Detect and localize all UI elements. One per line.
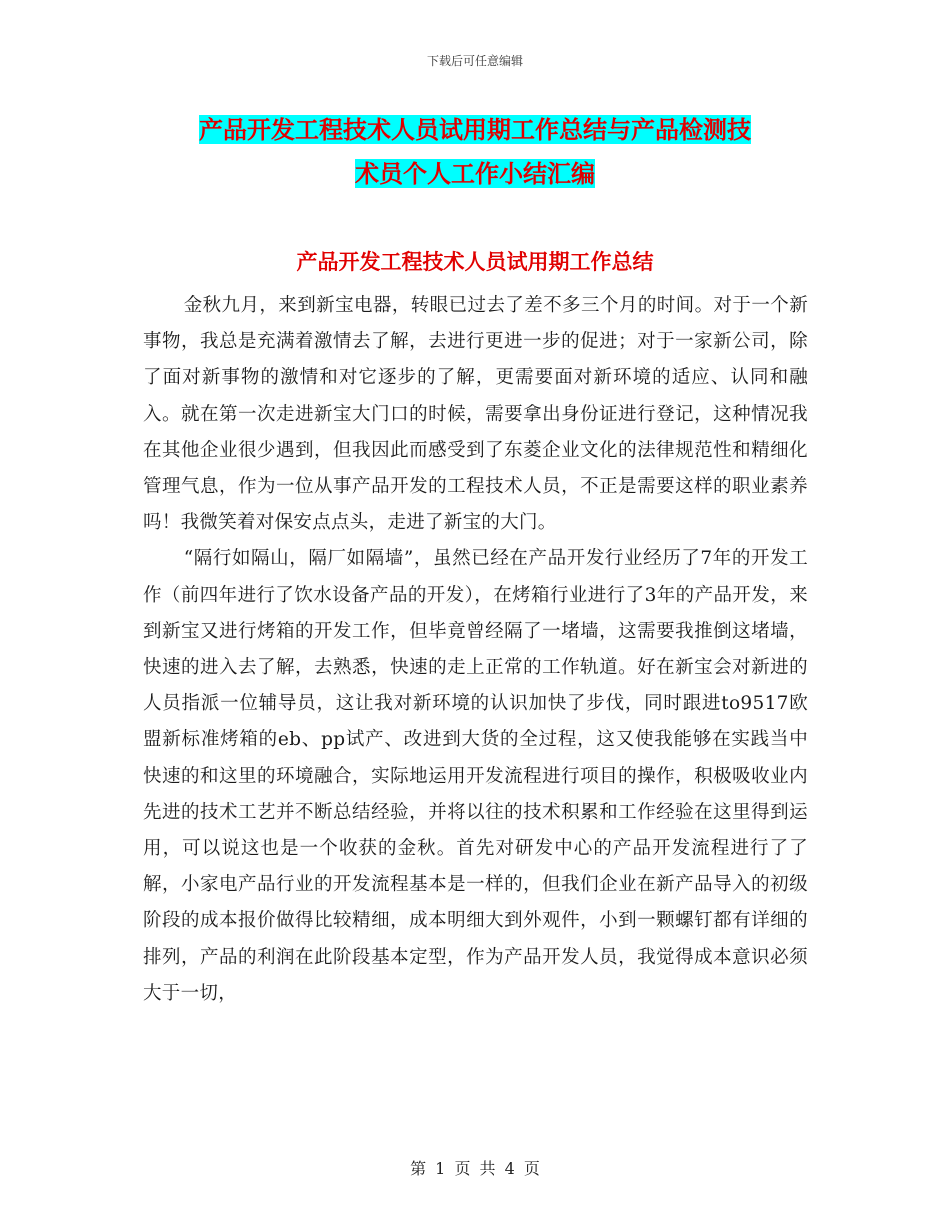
document-title-line-1: 产品开发工程技术人员试用期工作总结与产品检测技 (199, 115, 751, 144)
paragraph: 金秋九月，来到新宝电器，转眼已过去了差不多三个月的时间。对于一个新事物，我总是充满着激情去了解，去进行更进一步的促进；对于一家新公司，除了面对新事物的激情和对它逐步的了解，更需要面对新环境的适应、认同和融入。就在第一次走进新宝大门口的时候，需要拿出身份证进行登记，这种情况我在其他企业很少遇到，但我因此而感受到了东菱企业文化的法律规范性和精细化管理气息，作为一位从事产品开发的工程技术人员，不正是需要这样的职业素养吗！我微笑着对保安点点头，走进了新宝的大门。 (143, 295, 808, 534)
document-title-line-2: 术员个人工作小结汇编 (355, 159, 595, 188)
page-number-footer: 第 1 页 共 4 页 (410, 1159, 540, 1178)
section-title: 产品开发工程技术人员试用期工作总结 (296, 249, 654, 274)
page-header-note: 下载后可任意编辑 (426, 54, 523, 68)
paragraph: “隔行如隔山，隔厂如隔墙”，虽然已经在产品开发行业经历了7年的开发工作（前四年进行了饮水设备产品的开发），在烤箱行业进行了3年的产品开发，来到新宝又进行烤箱的开发工作，但毕竟曾经隔了一堵墙，这需要我推倒这堵墙，快速的进入去了解，去熟悉，快速的走上正常的工作轨道。好在新宝会对新进的人员指派一位辅导员，这让我对新环境的认识加快了步伐，同时跟进to9517欧盟新标准烤箱的eb、pp试产、改进到大货的全过程，这又使我能够在实践当中快速的和这里的环境融合，实际地运用开发流程进行项目的操作，积极吸收业内先进的技术工艺并不断总结经验，并将以往的技术积累和工作经验在这里得到运用，可以说这也是一个收获的金秋。首先对研发中心的产品开发流程进行了了解，小家电产品行业的开发流程基本是一样的，但我们企业在新产品导入的初级阶段的成本报价做得比较精细，成本明细大到外观件，小到一颗螺钉都有详细的排列，产品的利润在此阶段基本定型，作为产品开发人员，我觉得成本意识必须大于一切， (143, 548, 808, 1004)
body-text (143, 288, 808, 1012)
document-title (140, 108, 810, 196)
